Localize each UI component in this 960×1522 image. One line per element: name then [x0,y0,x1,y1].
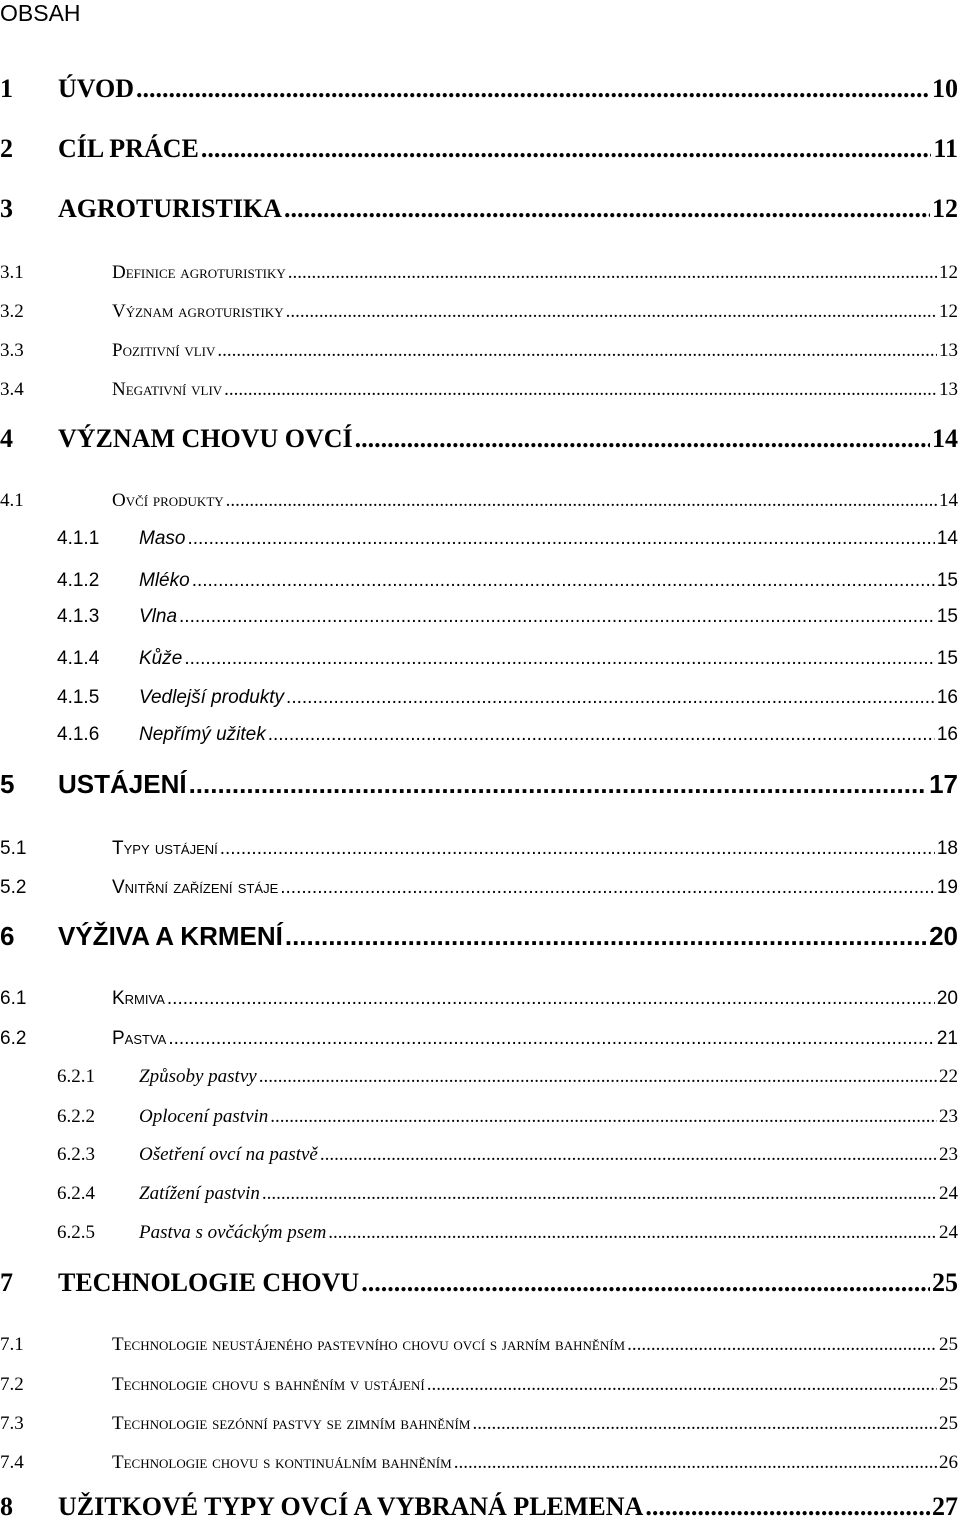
toc-entry-number: 4.1.3 [57,606,100,627]
toc-entry[interactable] [0,1214,960,1244]
toc-entry-title: Oplocení pastvin [139,1106,269,1127]
toc-dot-leader [259,1066,937,1088]
toc-entry-page: 11 [933,134,958,163]
toc-entry-page: 25 [939,1374,958,1395]
toc-entry[interactable] [0,1405,960,1435]
toc-entry-page: 13 [939,379,958,400]
toc-entry[interactable] [0,716,960,746]
toc-entry-title: Ovčí produkty [112,490,224,511]
toc-entry-number: 7.2 [0,1374,24,1395]
toc-entry-page: 14 [932,424,958,453]
toc-entry-page: 16 [936,687,958,708]
toc-dot-leader [187,528,934,550]
toc-entry[interactable] [0,869,960,899]
toc-entry[interactable] [0,371,960,401]
toc-entry-number: 3.3 [0,340,24,361]
toc-entry[interactable] [0,679,960,709]
toc-entry-number: 4.1.6 [57,724,100,745]
toc-entry[interactable] [0,134,960,164]
toc-entry-page: 24 [939,1222,958,1243]
toc-entry-title: Zatížení pastvin [139,1183,260,1204]
toc-entry-title: VÝŽIVA A KRMENÍ [58,921,283,951]
toc-entry-title: Maso [139,528,186,549]
toc-entry-number: 4.1.5 [57,687,100,708]
toc-entry-title: USTÁJENÍ [58,769,187,799]
toc-dot-leader [288,262,937,284]
toc-dot-leader [285,921,927,952]
toc-entry[interactable] [0,1136,960,1166]
toc-entry[interactable] [0,922,960,952]
toc-entry-page: 22 [939,1066,958,1087]
toc-entry[interactable] [0,1020,960,1050]
toc-dot-leader [427,1374,937,1396]
toc-entry-title: Technologie sezónní pastvy se zimním bahněním [112,1413,471,1434]
toc-entry-page: 17 [929,769,958,799]
toc-dot-leader [320,1144,937,1166]
toc-entry-number: 1 [0,74,13,103]
toc-entry-title: Pozitivní vliv [112,340,216,361]
toc-entry-number: 6.2.4 [57,1183,95,1204]
toc-entry-title: Krmiva [112,988,165,1009]
toc-dot-leader [355,424,930,454]
toc-entry-page: 12 [932,194,958,223]
toc-entry-title: Definice agroturistiky [112,262,286,283]
toc-entry-number: 7.4 [0,1452,24,1473]
toc-entry[interactable] [0,424,960,454]
toc-entry-number: 4.1.2 [57,570,100,591]
toc-dot-leader [262,1183,937,1205]
toc-entry[interactable] [0,562,960,592]
toc-entry[interactable] [0,1326,960,1356]
toc-entry-page: 18 [936,838,958,859]
toc-entry-title: AGROTURISTIKA [58,194,282,223]
toc-entry-number: 3 [0,194,13,223]
toc-entry-title: Kůže [139,648,183,669]
toc-entry-number: 3.4 [0,379,24,400]
toc-entry[interactable] [0,640,960,670]
toc-entry[interactable] [0,1366,960,1396]
toc-entry[interactable] [0,1268,960,1298]
toc-entry-number: 5.2 [0,877,27,898]
toc-entry-title: Způsoby pastvy [139,1066,257,1087]
toc-entry-title: Negativní vliv [112,379,223,400]
toc-entry-number: 6.2.2 [57,1106,95,1127]
toc-dot-leader [224,379,937,401]
toc-entry[interactable] [0,1492,960,1522]
toc-entry-page: 26 [939,1452,958,1473]
toc-dot-leader [136,74,930,104]
toc-entry-page: 25 [939,1413,958,1434]
toc-dot-leader [189,769,928,800]
toc-dot-leader [280,877,935,899]
toc-entry[interactable] [0,830,960,860]
toc-entry-number: 7.1 [0,1334,24,1355]
toc-entry-number: 3.2 [0,301,24,322]
toc-entry-number: 7.3 [0,1413,24,1434]
toc-entry-title: Mléko [139,570,190,591]
toc-entry[interactable] [0,1098,960,1128]
toc-entry-number: 2 [0,134,13,163]
toc-dot-leader [217,340,937,362]
toc-entry[interactable] [0,1175,960,1205]
toc-entry-page: 19 [936,877,958,898]
toc-entry[interactable] [0,194,960,224]
toc-entry-title: Pastva s ovčáckým psem [139,1222,327,1243]
toc-entry-number: 5 [0,769,15,799]
toc-entry-page: 13 [939,340,958,361]
toc-entry-page: 20 [936,988,958,1009]
toc-entry-title: Vnitřní zařízení stáje [112,877,279,898]
toc-entry[interactable] [0,293,960,323]
toc-dot-leader [472,1413,937,1435]
toc-entry-number: 6.1 [0,988,27,1009]
toc-entry-title: Typy ustájení [112,838,218,859]
toc-entry-number: 5.1 [0,838,27,859]
toc-dot-leader [201,134,932,164]
toc-dot-leader [328,1222,937,1244]
toc-entry-title: ÚVOD [58,74,135,103]
toc-dot-leader [361,1268,930,1298]
toc-dot-leader [286,687,935,709]
toc-entry-number: 4 [0,424,13,453]
toc-entry-title: Pastva [112,1028,167,1049]
toc-entry-page: 10 [932,74,958,103]
toc-dot-leader [645,1492,930,1522]
toc-entry-page: 23 [939,1144,958,1165]
toc-entry-page: 14 [936,528,958,549]
toc-dot-leader [268,724,935,746]
toc-entry-page: 25 [932,1268,958,1297]
toc-entry-number: 6.2.3 [57,1144,95,1165]
toc-entry-title: Technologie chovu s bahněním v ustájení [112,1374,425,1395]
toc-entry[interactable] [0,520,960,550]
toc-dot-leader [192,570,935,592]
toc-entry-number: 8 [0,1492,13,1521]
toc-entry-title: UŽITKOVÉ TYPY OVCÍ A VYBRANÁ PLEMENA [58,1492,644,1521]
toc-entry-page: 12 [939,262,958,283]
toc-dot-leader [167,988,935,1010]
toc-entry-title: Technologie chovu s kontinuálním bahněním [112,1452,452,1473]
toc-entry-number: 7 [0,1268,13,1297]
toc-entry-page: 14 [939,490,958,511]
toc-entry-page: 20 [929,921,958,951]
toc-entry-number: 6.2 [0,1028,27,1049]
toc-entry-page: 15 [936,606,958,627]
toc-entry-title: Nepřímý užitek [139,724,266,745]
toc-entry[interactable] [0,1444,960,1474]
toc-entry-page: 25 [939,1334,958,1355]
toc-dot-leader [179,606,935,628]
toc-dot-leader [627,1334,937,1356]
toc-entry-number: 6 [0,921,15,951]
toc-entry[interactable] [0,482,960,512]
toc-entry-number: 4.1.1 [57,528,100,549]
toc-entry-page: 24 [939,1183,958,1204]
toc-entry-title: Vedlejší produkty [139,687,285,708]
toc-dot-leader [454,1452,937,1474]
toc-dot-leader [168,1028,935,1050]
toc-entry-number: 4.1.4 [57,648,100,669]
toc-entry[interactable] [0,770,960,800]
toc-entry[interactable] [0,598,960,628]
toc-dot-leader [284,194,930,224]
toc-entry[interactable] [0,980,960,1010]
toc-entry-title: VÝZNAM CHOVU OVCÍ [58,424,353,453]
toc-dot-leader [286,301,937,323]
toc-dot-leader [226,490,937,512]
toc-entry[interactable] [0,74,960,104]
toc-entry-title: CÍL PRÁCE [58,134,199,163]
toc-entry-title: Význam agroturistiky [112,301,284,322]
toc-entry-page: 15 [936,648,958,669]
toc-entry-page: 21 [936,1028,958,1049]
toc-entry-number: 6.2.1 [57,1066,95,1087]
toc-entry-title: Technologie neustájeného pastevního chovu ovcí s jarním bahněním [112,1334,626,1355]
toc-entry-page: 15 [936,570,958,591]
toc-entry-number: 3.1 [0,262,24,283]
toc-entry[interactable] [0,254,960,284]
toc-entry-title: Ošetření ovcí na pastvě [139,1144,318,1165]
toc-entry-page: 16 [936,724,958,745]
toc-entry-page: 12 [939,301,958,322]
toc-entry-number: 6.2.5 [57,1222,95,1243]
toc-entry-title: Vlna [139,606,178,627]
toc-entry[interactable] [0,1058,960,1088]
toc-dot-leader [220,838,935,860]
toc-entry-title: TECHNOLOGIE CHOVU [58,1268,360,1297]
toc-entry-number: 4.1 [0,490,24,511]
toc-entry-page: 27 [932,1492,958,1521]
toc-entry[interactable] [0,332,960,362]
toc-dot-leader [270,1106,937,1128]
toc-dot-leader [184,648,935,670]
page-title: OBSAH [0,0,81,26]
toc-entry-page: 23 [939,1106,958,1127]
